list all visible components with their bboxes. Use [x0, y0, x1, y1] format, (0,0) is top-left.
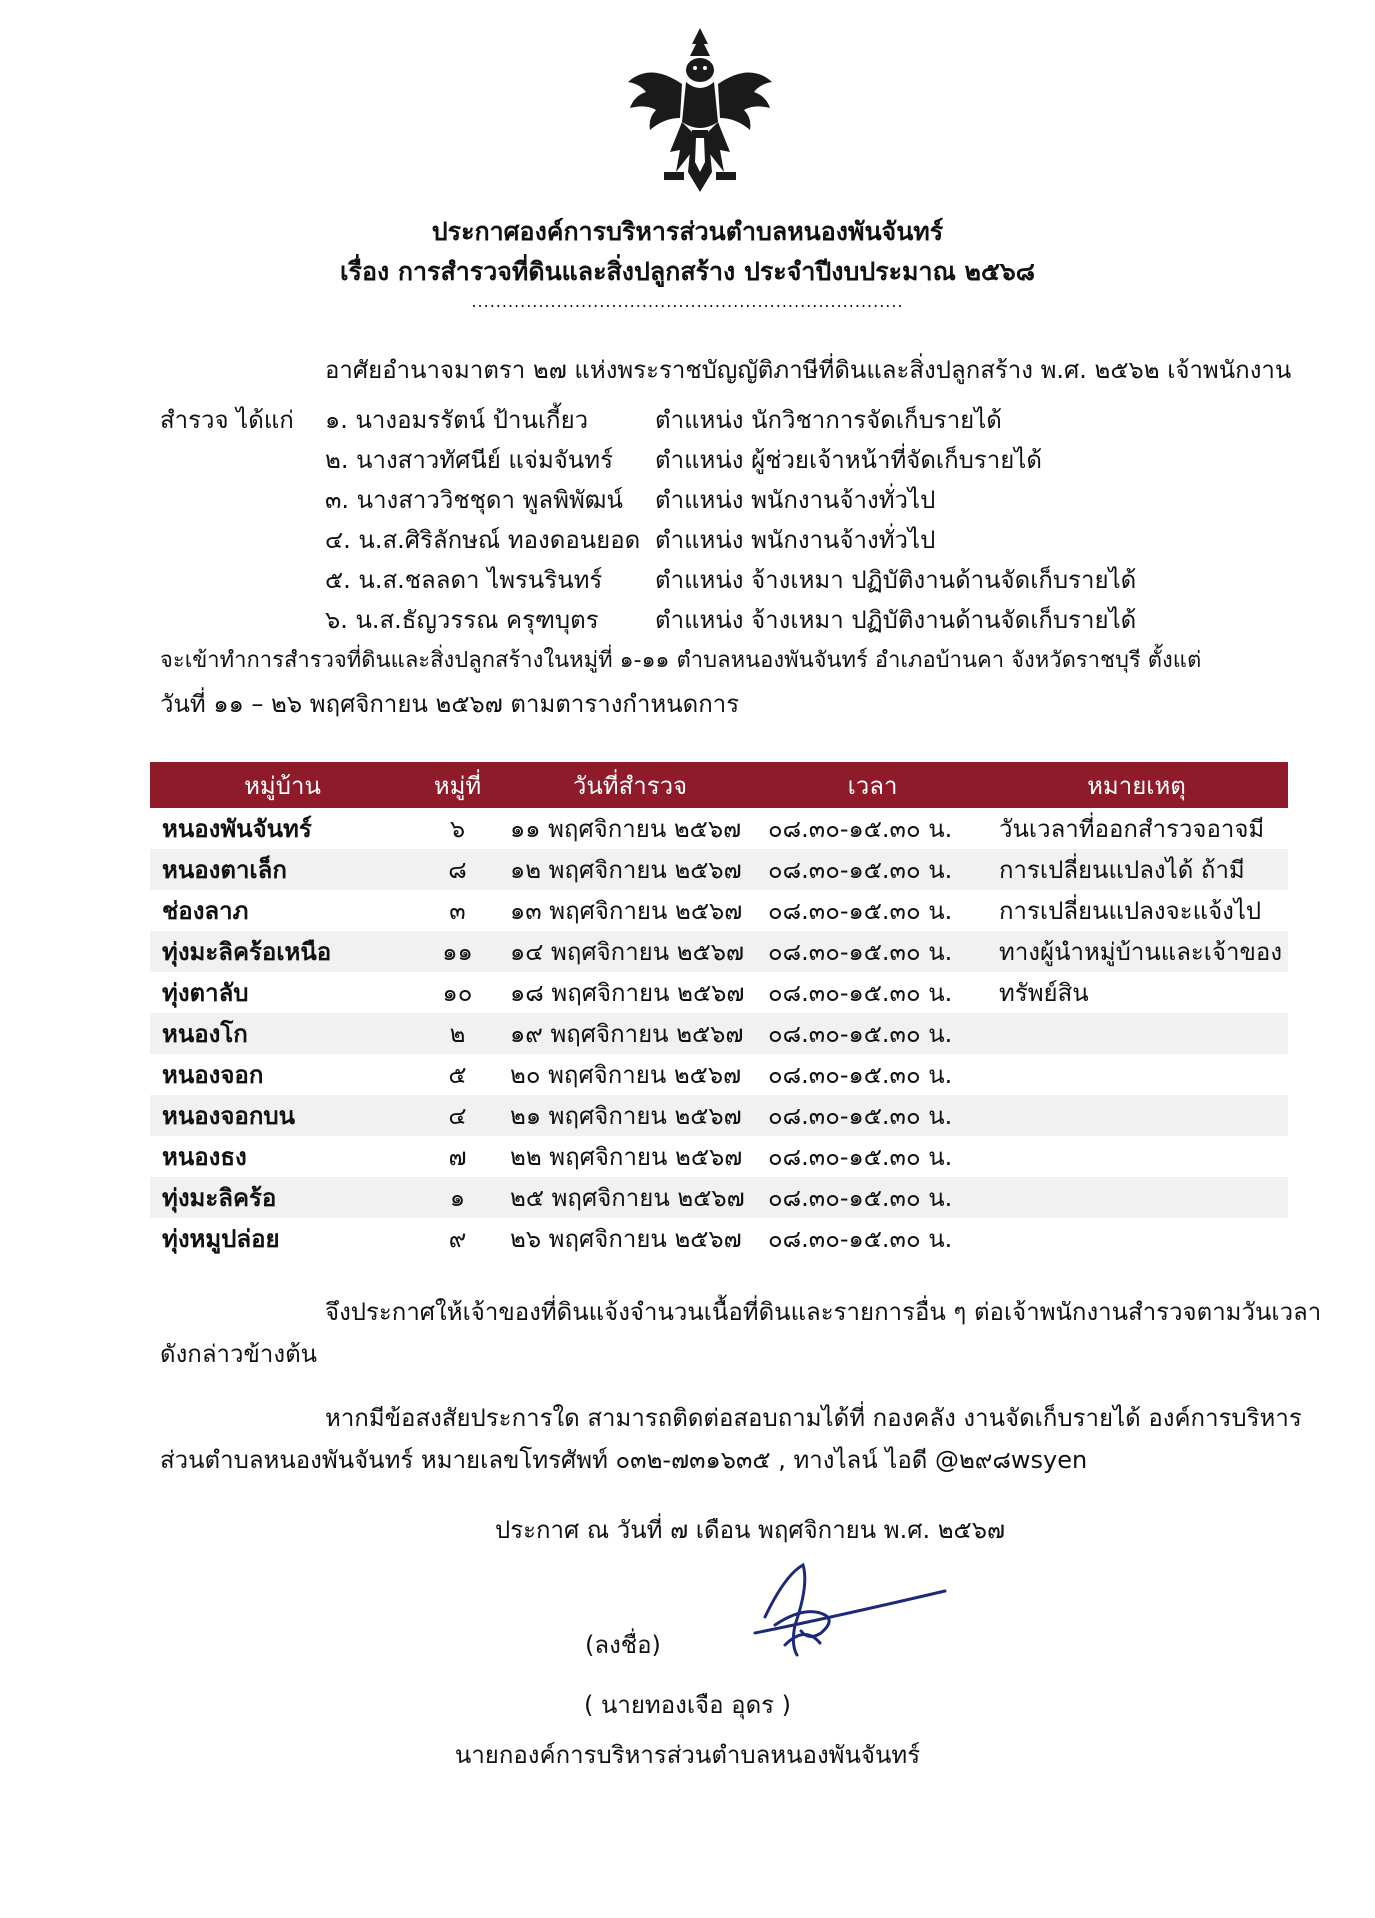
cell-date: ๑๙ พฤศจิกายน ๒๕๖๗ — [500, 1013, 760, 1054]
cell-note: ทางผู้นำหมู่บ้านและเจ้าของ — [985, 931, 1288, 972]
table-row — [150, 1013, 1288, 1054]
cell-time: ๐๘.๓๐-๑๕.๓๐ น. — [760, 931, 985, 972]
staff-item — [325, 560, 1136, 599]
closing-text-line1: จึงประกาศให้เจ้าของที่ดินแจ้งจำนวนเนื้อที่ดินและรายการอื่น ๆ ต่อเจ้าพนักงานสำรวจตามวันเวลา — [325, 1298, 1322, 1326]
garuda-emblem-icon — [620, 22, 780, 202]
staff-name: ๖. น.ส.ธัญวรรณ ครุฑบุตร — [325, 606, 599, 634]
signer-position: นายกองค์การบริหารส่วนตำบลหนองพันจันทร์ — [454, 1741, 921, 1769]
intro-label: สำรวจ ได้แก่ — [160, 406, 294, 434]
cell-note — [985, 1177, 1288, 1218]
staff-position: ตำแหน่ง พนักงานจ้างทั่วไป — [655, 526, 936, 554]
cell-village: หนองจอกบน — [150, 1095, 415, 1136]
cell-date: ๑๔ พฤศจิกายน ๒๕๖๗ — [500, 931, 760, 972]
cell-village: ทุ่งมะลิคร้อ — [150, 1177, 415, 1218]
cell-date: ๑๓ พฤศจิกายน ๒๕๖๗ — [500, 890, 760, 931]
staff-position: ตำแหน่ง พนักงานจ้างทั่วไป — [655, 486, 936, 514]
column-header-date: วันที่สำรวจ — [500, 762, 760, 808]
staff-item — [325, 600, 1136, 639]
cell-moo: ๖ — [415, 808, 500, 849]
table-row — [150, 1177, 1288, 1218]
column-header-moo: หมู่ที่ — [415, 762, 500, 808]
cell-note — [985, 1054, 1288, 1095]
staff-position: ตำแหน่ง จ้างเหมา ปฏิบัติงานด้านจัดเก็บรายได้ — [655, 606, 1137, 634]
cell-moo: ๗ — [415, 1136, 500, 1177]
cell-time: ๐๘.๓๐-๑๕.๓๐ น. — [760, 890, 985, 931]
staff-position: ตำแหน่ง จ้างเหมา ปฏิบัติงานด้านจัดเก็บรายได้ — [655, 566, 1137, 594]
cell-village: ทุ่งตาลับ — [150, 972, 415, 1013]
staff-position: ตำแหน่ง ผู้ช่วยเจ้าหน้าที่จัดเก็บรายได้ — [655, 446, 1042, 474]
table-row — [150, 1218, 1288, 1259]
staff-item — [325, 440, 1042, 479]
staff-item — [325, 400, 1002, 439]
cell-village: หนองตาเล็ก — [150, 849, 415, 890]
cell-village: หนองโก — [150, 1013, 415, 1054]
survey-text-line1: จะเข้าทำการสำรวจที่ดินและสิ่งปลูกสร้างในหมู่ที่ ๑-๑๑ ตำบลหนองพันจันทร์ อำเภอบ้านคา จังหวัดราชบุรี ตั้งแต่ — [160, 648, 1202, 673]
intro-text: อาศัยอำนาจมาตรา ๒๗ แห่งพระราชบัญญัติภาษีที่ดินและสิ่งปลูกสร้าง พ.ศ. ๒๕๖๒ เจ้าพนักงาน — [325, 356, 1292, 384]
cell-moo: ๕ — [415, 1054, 500, 1095]
table-row — [150, 1095, 1288, 1136]
cell-date: ๑๘ พฤศจิกายน ๒๕๖๗ — [500, 972, 760, 1013]
cell-village: หนองจอก — [150, 1054, 415, 1095]
cell-note: วันเวลาที่ออกสำรวจอาจมี — [985, 808, 1288, 849]
cell-date: ๒๒ พฤศจิกายน ๒๕๖๗ — [500, 1136, 760, 1177]
table-header-row — [150, 762, 1288, 808]
cell-date: ๒๖ พฤศจิกายน ๒๕๖๗ — [500, 1218, 760, 1259]
cell-note — [985, 1218, 1288, 1259]
contact-text-line2: ส่วนตำบลหนองพันจันทร์ หมายเลขโทรศัพท์ ๐๓๒-๗๓๑๖๓๕ , ทางไลน์ ไอดี @๒๙๘wsyen — [160, 1446, 1088, 1474]
cell-time: ๐๘.๓๐-๑๕.๓๐ น. — [760, 1218, 985, 1259]
table-row — [150, 808, 1288, 849]
contact-text-line1: หากมีข้อสงสัยประการใด สามารถติดต่อสอบถามได้ที่ กองคลัง งานจัดเก็บรายได้ องค์การบริหาร — [325, 1404, 1302, 1432]
cell-village: ทุ่งมะลิคร้อเหนือ — [150, 931, 415, 972]
table-row — [150, 849, 1288, 890]
cell-note: การเปลี่ยนแปลงได้ ถ้ามี — [985, 849, 1288, 890]
cell-note — [985, 1013, 1288, 1054]
cell-moo: ๔ — [415, 1095, 500, 1136]
staff-position: ตำแหน่ง นักวิชาการจัดเก็บรายได้ — [655, 406, 1002, 434]
cell-moo: ๓ — [415, 890, 500, 931]
announcement-subject: เรื่อง การสำรวจที่ดินและสิ่งปลูกสร้าง ประจำปีงบประมาณ ๒๕๖๘ — [339, 257, 1036, 286]
cell-note — [985, 1095, 1288, 1136]
staff-name: ๒. นางสาวทัศนีย์ แจ่มจันทร์ — [325, 446, 613, 474]
column-header-note: หมายเหตุ — [985, 762, 1288, 808]
cell-village: หนองพันจันทร์ — [150, 808, 415, 849]
staff-item — [325, 480, 935, 519]
cell-time: ๐๘.๓๐-๑๕.๓๐ น. — [760, 1136, 985, 1177]
staff-name: ๕. น.ส.ชลลดา ไพรนรินทร์ — [325, 566, 603, 594]
cell-date: ๒๐ พฤศจิกายน ๒๕๖๗ — [500, 1054, 760, 1095]
table-row — [150, 1054, 1288, 1095]
cell-village: ช่องลาภ — [150, 890, 415, 931]
staff-item — [325, 520, 935, 559]
signature-label: (ลงชื่อ) — [585, 1631, 661, 1659]
staff-name: ๓. นางสาววิชชุดา พูลพิพัฒน์ — [325, 486, 623, 514]
cell-time: ๐๘.๓๐-๑๕.๓๐ น. — [760, 1095, 985, 1136]
table-row — [150, 972, 1288, 1013]
cell-moo: ๙ — [415, 1218, 500, 1259]
handwritten-signature — [725, 1555, 955, 1665]
signer-name: ( นายทองเจือ อุดร ) — [583, 1691, 792, 1719]
cell-date: ๑๒ พฤศจิกายน ๒๕๖๗ — [500, 849, 760, 890]
staff-name: ๔. น.ส.ศิริลักษณ์ ทองดอนยอด — [325, 526, 641, 554]
cell-moo: ๒ — [415, 1013, 500, 1054]
schedule-table — [150, 762, 1288, 1259]
column-header-time: เวลา — [760, 762, 985, 808]
cell-date: ๒๑ พฤศจิกายน ๒๕๖๗ — [500, 1095, 760, 1136]
announcement-title: ประกาศองค์การบริหารส่วนตำบลหนองพันจันทร์ — [431, 217, 944, 246]
cell-note — [985, 1136, 1288, 1177]
cell-time: ๐๘.๓๐-๑๕.๓๐ น. — [760, 1177, 985, 1218]
survey-text-line2: วันที่ ๑๑ – ๒๖ พฤศจิกายน ๒๕๖๗ ตามตารางกำหนดการ — [160, 690, 740, 718]
cell-date: ๑๑ พฤศจิกายน ๒๕๖๗ — [500, 808, 760, 849]
cell-date: ๒๕ พฤศจิกายน ๒๕๖๗ — [500, 1177, 760, 1218]
cell-time: ๐๘.๓๐-๑๕.๓๐ น. — [760, 849, 985, 890]
cell-time: ๐๘.๓๐-๑๕.๓๐ น. — [760, 972, 985, 1013]
table-row — [150, 1136, 1288, 1177]
column-header-village: หมู่บ้าน — [150, 762, 415, 808]
cell-village: หนองธง — [150, 1136, 415, 1177]
cell-time: ๐๘.๓๐-๑๕.๓๐ น. — [760, 1054, 985, 1095]
separator-dots: ....................................................................... — [471, 292, 904, 311]
cell-note: การเปลี่ยนแปลงจะแจ้งไป — [985, 890, 1288, 931]
cell-moo: ๘ — [415, 849, 500, 890]
table-row — [150, 931, 1288, 972]
cell-time: ๐๘.๓๐-๑๕.๓๐ น. — [760, 1013, 985, 1054]
cell-moo: ๑ — [415, 1177, 500, 1218]
closing-text-line2: ดังกล่าวข้างต้น — [160, 1340, 318, 1368]
cell-moo: ๑๐ — [415, 972, 500, 1013]
table-row — [150, 890, 1288, 931]
staff-name: ๑. นางอมรรัตน์ ป้านเกี้ยว — [325, 406, 589, 434]
cell-note: ทรัพย์สิน — [985, 972, 1288, 1013]
cell-village: ทุ่งหมูปล่อย — [150, 1218, 415, 1259]
announce-date: ประกาศ ณ วันที่ ๗ เดือน พฤศจิกายน พ.ศ. ๒๕๖๗ — [495, 1516, 1005, 1544]
cell-time: ๐๘.๓๐-๑๕.๓๐ น. — [760, 808, 985, 849]
cell-moo: ๑๑ — [415, 931, 500, 972]
